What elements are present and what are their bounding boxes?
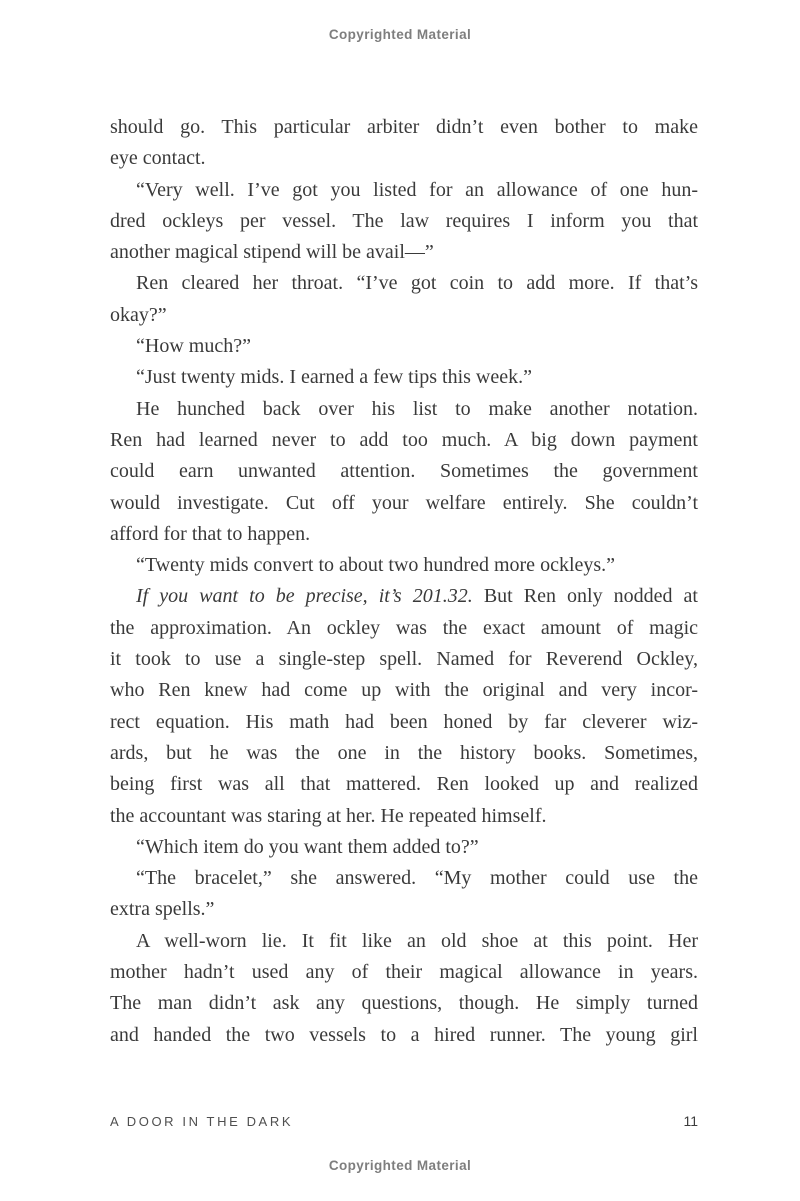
text-line: should go. This particular arbiter didn’t even bother to make xyxy=(110,116,698,138)
text-line: could earn unwanted attention. Sometimes the government xyxy=(110,460,698,483)
text-line: Ren had learned never to add too much. A big down payment xyxy=(110,428,698,451)
text-line: mother hadn’t used any of their magical allowance in years. xyxy=(110,961,698,984)
text-line: If you want to be precise, it’s 201.32. But Ren only nodded at xyxy=(136,585,698,608)
running-head-book-title: A DOOR IN THE DARK xyxy=(110,1114,294,1129)
text-line: rect equation. His math had been honed by far cleverer wiz- xyxy=(110,710,698,733)
text-line: “Twenty mids convert to about two hundred more ockleys.” xyxy=(136,554,616,577)
copyright-notice-bottom: Copyrighted Material xyxy=(328,1158,472,1173)
text-line: “How much?” xyxy=(136,335,251,358)
text-line: afford for that to happen. xyxy=(110,522,311,545)
text-line: would investigate. Cut off your welfare entirely. She couldn’t xyxy=(110,491,698,514)
text-line: Ren cleared her throat. “I’ve got coin to add more. If that’s xyxy=(136,272,698,295)
text-line: ards, but he was the one in the history books. Sometimes, xyxy=(110,741,698,764)
text-line: A well-worn lie. It fit like an old shoe at this point. Her xyxy=(136,929,698,952)
text-line: extra spells.” xyxy=(110,898,215,921)
page-footer xyxy=(110,1113,698,1129)
text-line: eye contact. xyxy=(110,147,206,170)
page-number: 11 xyxy=(683,1113,698,1129)
text-line: “Which item do you want them added to?” xyxy=(136,835,479,858)
text-line: it took to use a single-step spell. Named for Reverend Ockley, xyxy=(110,648,698,671)
text-line: okay?” xyxy=(110,303,167,326)
text-line: “Just twenty mids. I earned a few tips this week.” xyxy=(136,366,533,389)
text-line: He hunched back over his list to make another notation. xyxy=(136,397,698,420)
text-line: another magical stipend will be avail—” xyxy=(110,241,434,264)
text-line: “The bracelet,” she answered. “My mother could use the xyxy=(136,867,698,890)
copyright-notice-top: Copyrighted Material xyxy=(328,27,472,42)
text-line: dred ockleys per vessel. The law requires I inform you that xyxy=(110,209,698,232)
text-line: and handed the two vessels to a hired runner. The young girl xyxy=(110,1023,698,1046)
text-line: the accountant was staring at her. He repeated himself. xyxy=(110,804,547,827)
text-line: the approximation. An ockley was the exact amount of magic xyxy=(110,616,698,639)
text-line: “Very well. I’ve got you listed for an allowance of one hun- xyxy=(136,178,698,201)
text-line: The man didn’t ask any questions, though. He simply turned xyxy=(110,992,698,1015)
body-text xyxy=(110,112,698,1051)
text-line: being first was all that mattered. Ren looked up and realized xyxy=(110,773,698,796)
text-line: who Ren knew had come up with the original and very incor- xyxy=(110,679,698,702)
